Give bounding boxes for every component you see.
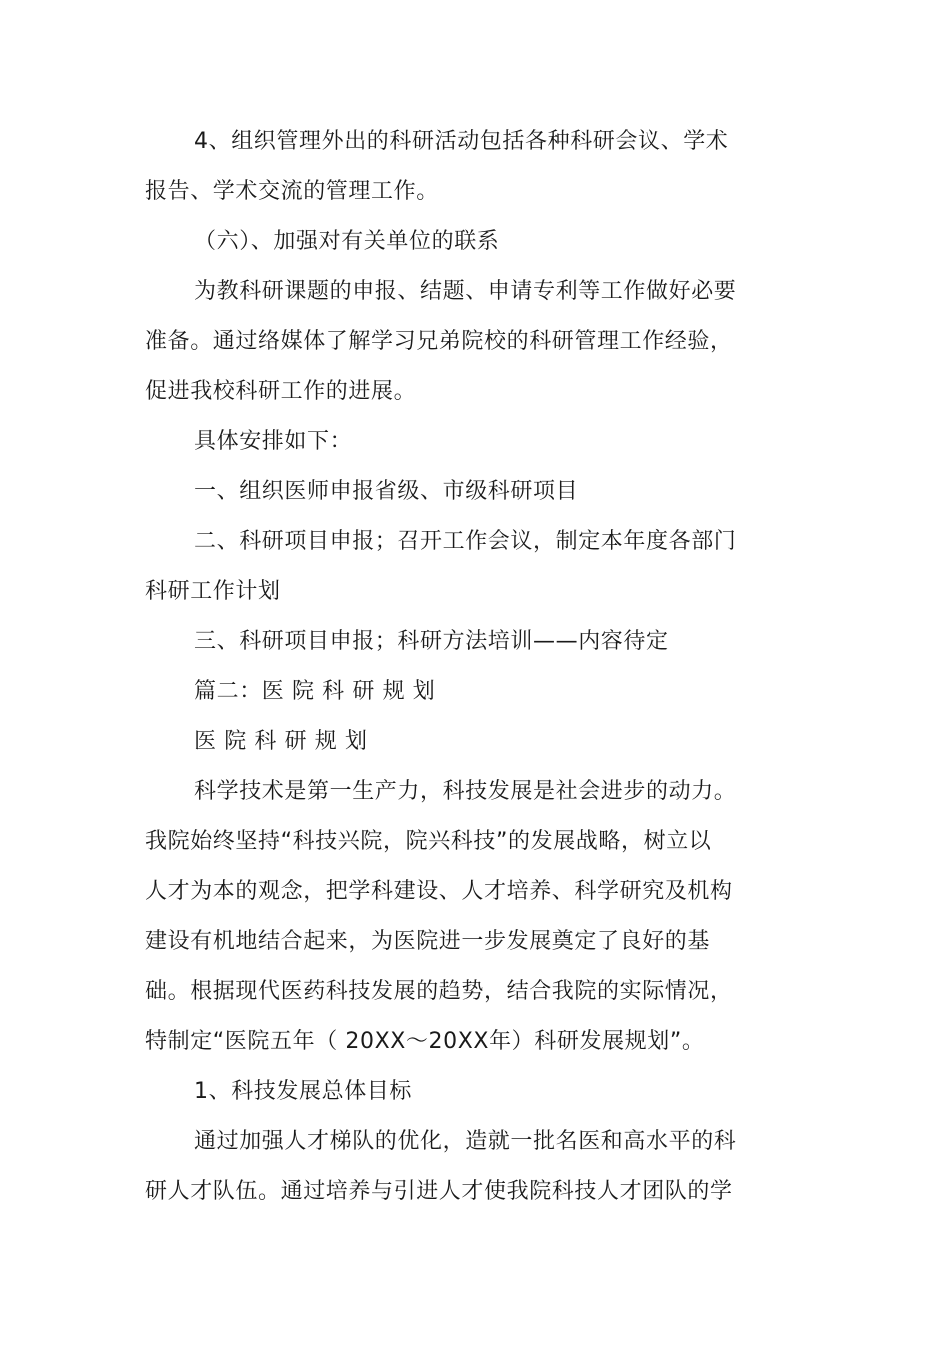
list-item: 一、组织医师申报省级、市级科研项目 <box>194 479 579 504</box>
chapter-title: 篇二：医 院 科 研 规 划 <box>194 679 436 704</box>
list-item: 三、科研项目申报；科研方法培训——内容待定 <box>194 629 669 654</box>
paragraph-line: 为教科研课题的申报、结题、申请专利等工作做好必要 <box>194 279 737 304</box>
paragraph-line: 通过加强人才梯队的优化，造就一批名医和高水平的科 <box>194 1129 737 1154</box>
paragraph-line: 建设有机地结合起来，为医院进一步发展奠定了良好的基 <box>145 929 711 954</box>
document-title: 医 院 科 研 规 划 <box>194 729 368 754</box>
paragraph-line: 我院始终坚持“科技兴院，院兴科技”的发展战略，树立以 <box>145 829 712 854</box>
paragraph-line: 科学技术是第一生产力，科技发展是社会进步的动力。 <box>194 779 737 804</box>
section-heading: 1、科技发展总体目标 <box>194 1079 412 1104</box>
paragraph-line: 研人才队伍。通过培养与引进人才使我院科技人才团队的学 <box>145 1179 733 1204</box>
paragraph-line: 4、组织管理外出的科研活动包括各种科研会议、学术 <box>194 129 729 154</box>
paragraph-line: 具体安排如下： <box>194 429 353 454</box>
section-heading: （六）、加强对有关单位的联系 <box>194 229 500 254</box>
paragraph-line: 报告、学术交流的管理工作。 <box>145 179 439 204</box>
list-item: 二、科研项目申报；召开工作会议，制定本年度各部门 <box>194 529 737 554</box>
paragraph-line: 准备。通过络媒体了解学习兄弟院校的科研管理工作经验， <box>145 329 733 354</box>
paragraph-line: 促进我校科研工作的进展。 <box>145 379 417 404</box>
paragraph-line: 础。根据现代医药科技发展的趋势，结合我院的实际情况， <box>145 979 733 1004</box>
paragraph-line: 特制定“医院五年（ 20XX～20XX年）科研发展规划”。 <box>145 1029 705 1054</box>
list-item-continuation: 科研工作计划 <box>145 579 281 604</box>
paragraph-line: 人才为本的观念，把学科建设、人才培养、科学研究及机构 <box>145 879 733 904</box>
